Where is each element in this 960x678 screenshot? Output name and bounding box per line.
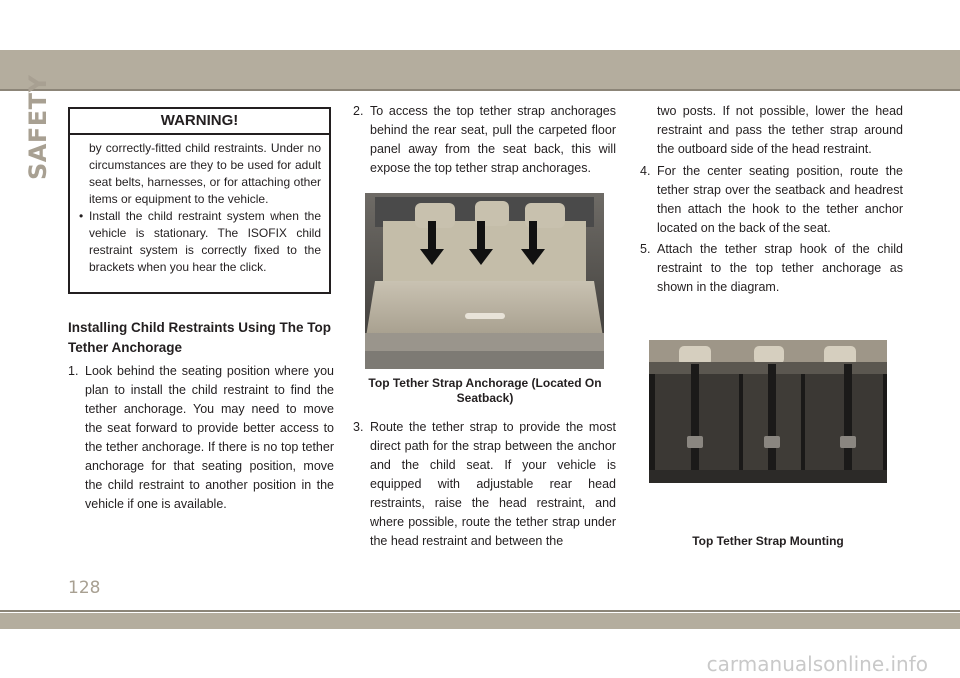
tether-mounting-photo bbox=[649, 340, 887, 483]
step-text: Look behind the seating position where you plan to install the child restraint to find the tether anchorage. You may need to move the seat forward to provide better access to the tether anchorage. If there is no top tether anchorage for that seating position, move the child restraint to another position in the vehicle if one is available. bbox=[85, 364, 334, 511]
step-3 bbox=[353, 418, 616, 551]
figure-2-caption: Top Tether Strap Mounting bbox=[692, 534, 844, 548]
step-number: 5. bbox=[640, 242, 651, 256]
tether-mounting-illustration bbox=[649, 340, 887, 483]
footer-band bbox=[0, 613, 960, 629]
warning-text: by correctly-fitted child restraints. Under no circumstances are they to be used for adult seat belts, harnesses, or for attaching other items or equipment to the vehicle. bbox=[89, 141, 321, 206]
section-side-label: SAFETY bbox=[24, 74, 52, 180]
warning-body bbox=[70, 135, 329, 276]
warning-title: WARNING! bbox=[70, 109, 329, 135]
step-number: 1. bbox=[68, 364, 79, 378]
cargo-anchorage-photo bbox=[365, 193, 604, 369]
cargo-anchorage-illustration bbox=[365, 193, 604, 369]
step-number: 4. bbox=[640, 164, 651, 178]
step-number: 2. bbox=[353, 104, 364, 118]
step-1 bbox=[68, 362, 334, 514]
step-text: For the center seating position, route the tether strap over the seatback and headrest then attach the hook to the tether anchor located on the back of the seat. bbox=[657, 164, 903, 235]
warning-box bbox=[68, 107, 331, 294]
bullet-glyph: • bbox=[79, 209, 84, 223]
footer-rule bbox=[0, 610, 960, 612]
step-text: Attach the tether strap hook of the child restraint to the top tether anchorage as shown in the diagram. bbox=[657, 242, 903, 294]
figure-1-caption: Top Tether Strap Anchorage (Located On Seatback) bbox=[368, 376, 602, 405]
step-3-continued bbox=[640, 102, 903, 159]
step-5 bbox=[640, 240, 903, 297]
watermark-text: carmanualsonline.info bbox=[706, 652, 928, 676]
step-2 bbox=[353, 102, 616, 178]
step-4 bbox=[640, 162, 903, 238]
warning-bullet-item bbox=[79, 208, 321, 276]
step-text: To access the top tether strap anchorages behind the rear seat, pull the carpeted floor panel away from the seat back, this will expose the top tether strap anchorages. bbox=[370, 104, 616, 175]
page-number: 128 bbox=[68, 578, 101, 598]
header-band bbox=[0, 50, 960, 89]
step-number: 3. bbox=[353, 420, 364, 434]
header-rule bbox=[0, 89, 960, 91]
step-text: Route the tether strap to provide the most direct path for the strap between the anchor and the child seat. If your vehicle is equipped with adjustable rear head restraints, raise the head restraint, and where possible, route the tether strap under the head restraint and between the bbox=[370, 420, 616, 548]
warning-bullet-text: Install the child restraint system when the vehicle is stationary. The ISOFIX child restraint system is correctly fixed to the brackets when you hear the click. bbox=[89, 209, 321, 274]
section-heading: Installing Child Restraints Using The Top Tether Anchorage bbox=[68, 320, 332, 355]
step-text: two posts. If not possible, lower the head restraint and pass the tether strap around the outboard side of the head restraint. bbox=[657, 104, 903, 156]
